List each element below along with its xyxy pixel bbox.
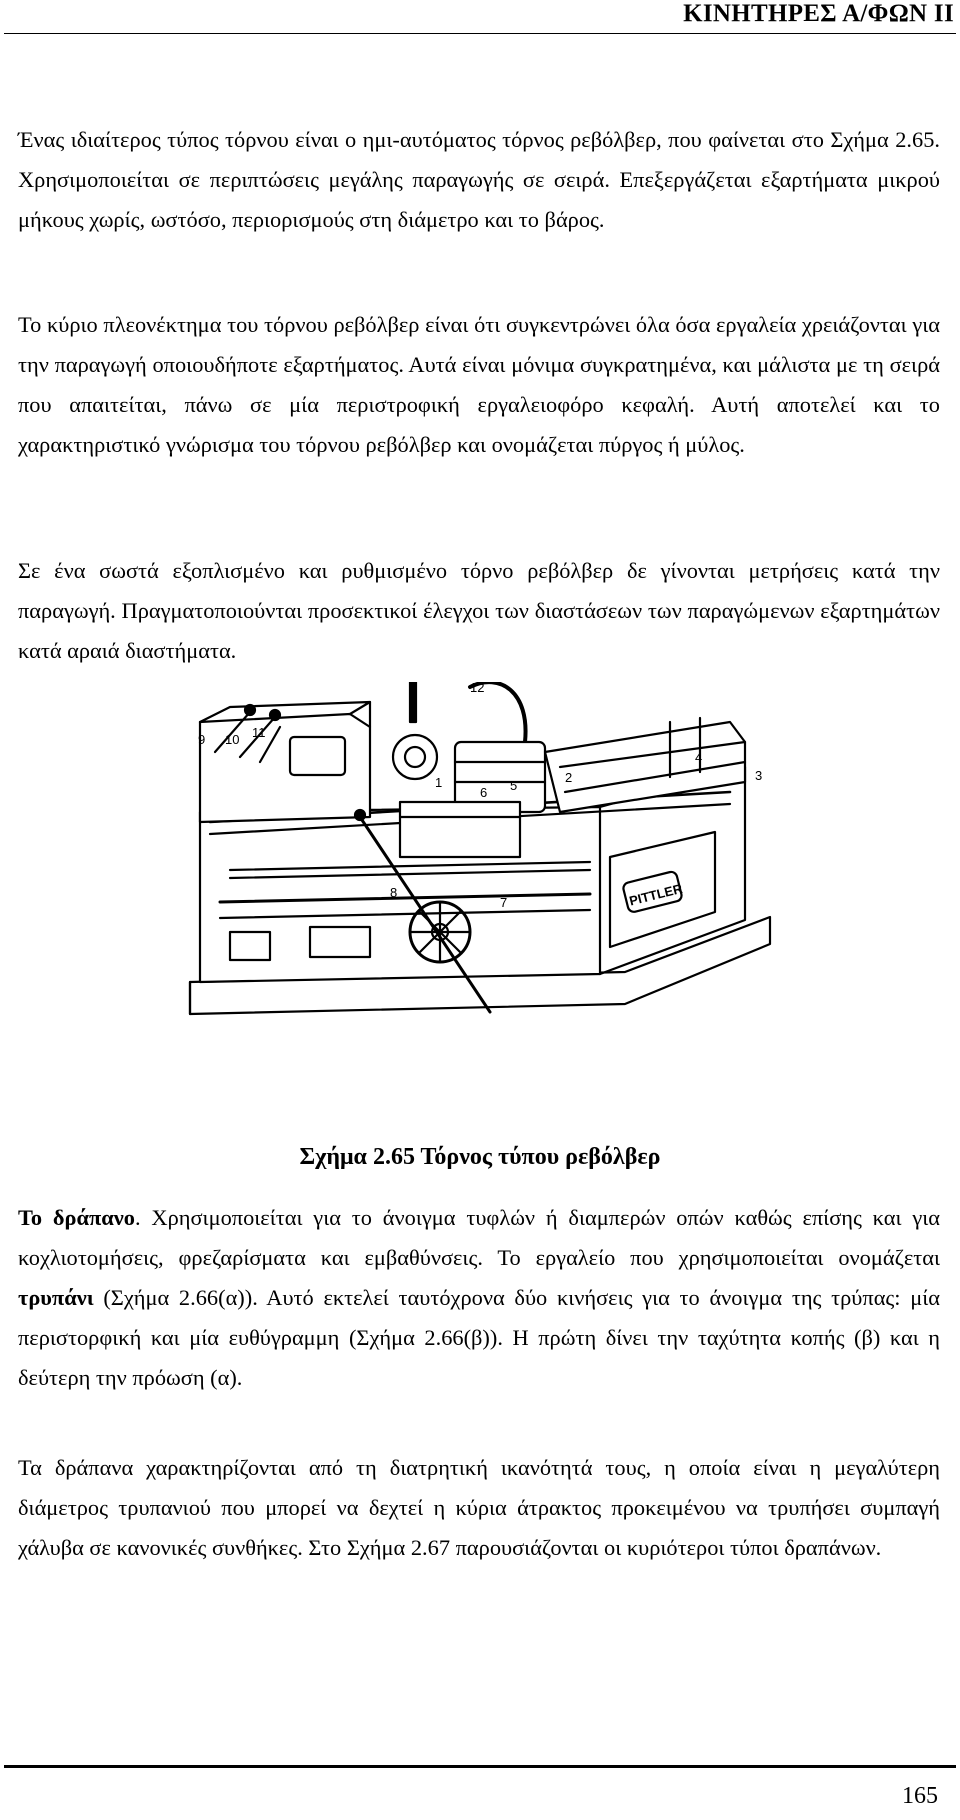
- term-drill-bit: τρυπάνι: [18, 1285, 94, 1310]
- callout-8: 8: [390, 885, 398, 900]
- paragraph-2: [18, 305, 940, 465]
- callout-5: 5: [510, 778, 518, 793]
- callout-9: 9: [198, 732, 206, 747]
- callout-1: 1: [435, 775, 443, 790]
- page-number: 165: [902, 1783, 938, 1809]
- paragraph-1: [18, 120, 940, 240]
- paragraph-4-part1: . Χρησιμοποιείται για το άνοιγμα τυφλών ή διαμπερών οπών καθώς επίσης και για κοχλιοτομήσεις, φρεζαρίσματα και εμβαθύνσεις. Το εργαλείο που χρησιμοποιείται ονομάζεται: [18, 1205, 940, 1270]
- callout-2: 2: [565, 770, 573, 785]
- footer-rule: [4, 1765, 956, 1768]
- callout-3: 3: [755, 768, 763, 783]
- turret-lathe-illustration: [170, 682, 790, 1062]
- running-header: ΚΙΝΗΤΗΡΕΣ Α/ΦΩΝ ΙΙ: [683, 0, 954, 27]
- paragraph-3-text: Σε ένα σωστά εξοπλισμένο και ρυθμισμένο τόρνο ρεβόλβερ δε γίνονται μετρήσεις κατά την παραγωγή. Πραγματοποιούνται προσεκτικοί έλεγχοι των διαστάσεων των παραγώμενων εξαρτημάτων κατά αραιά διαστήματα.: [18, 558, 940, 663]
- term-drill-press: Το δράπανο: [18, 1205, 135, 1230]
- paragraph-5: [18, 1448, 940, 1568]
- callout-7: 7: [500, 895, 508, 910]
- paragraph-3: [18, 551, 940, 671]
- paragraph-1-text: Ένας ιδιαίτερος τύπος τόρνου είναι ο ημι-αυτόματος τόρνος ρεβόλβερ, που φαίνεται στο Σχήμα 2.65. Χρησιμοποιείται σε περιπτώσεις μεγάλης παραγωγής σε σειρά. Επεξεργάζεται εξαρτήματα μικρού μήκους χωρίς, ωστόσο, περιορισμούς στη διάμετρο και το βάρος.: [18, 127, 940, 232]
- header-rule: [4, 33, 956, 34]
- callout-6: 6: [480, 785, 488, 800]
- callout-10: 10: [225, 732, 240, 747]
- paragraph-2-text: Το κύριο πλεονέκτημα του τόρνου ρεβόλβερ είναι ότι συγκεντρώνει όλα όσα εργαλεία χρειάζονται για την παραγωγή οποιουδήποτε εξαρτήματος. Αυτά είναι μόνιμα συγκρατημένα, και μάλιστα με τη σειρά που απαιτείται, πάνω σε μία περιστροφική εργαλειοφόρο κεφαλή. Αυτή αποτελεί και το χαρακτηριστικό γνώρισμα του τόρνου ρεβόλβερ και ονομάζεται πύργος ή μύλος.: [18, 312, 940, 457]
- callout-12: 12: [470, 682, 485, 695]
- callout-4: 4: [695, 750, 703, 765]
- brand-plate: PITTLER: [627, 880, 684, 909]
- figure-caption: Σχήμα 2.65 Τόρνος τύπου ρεβόλβερ: [299, 1144, 661, 1170]
- callout-11: 11: [252, 725, 266, 740]
- paragraph-4-text: [18, 1198, 940, 1398]
- paragraph-4: [18, 1198, 940, 1398]
- paragraph-4-part2: (Σχήμα 2.66(α)). Αυτό εκτελεί ταυτόχρονα δύο κινήσεις για το άνοιγμα της τρύπας: μία περιστορφική και μία ευθύγραμμη (Σχήμα 2.66(β)). Η πρώτη δίνει την ταχύτητα κοπής (β) και η δεύτερη την πρόωση (α).: [18, 1285, 940, 1390]
- paragraph-5-text: Τα δράπανα χαρακτηρίζονται από τη διατρητική ικανότητά τους, η οποία είναι η μεγαλύτερη διάμετρος τρυπανιού που μπορεί να δεχτεί η κύρια άτρακτος προκειμένου να τρυπήσει συμπαγή χάλυβα σε κανονικές συνθήκες. Στο Σχήμα 2.67 παρουσιάζονται οι κυριότεροι τύποι δραπάνων.: [18, 1455, 940, 1560]
